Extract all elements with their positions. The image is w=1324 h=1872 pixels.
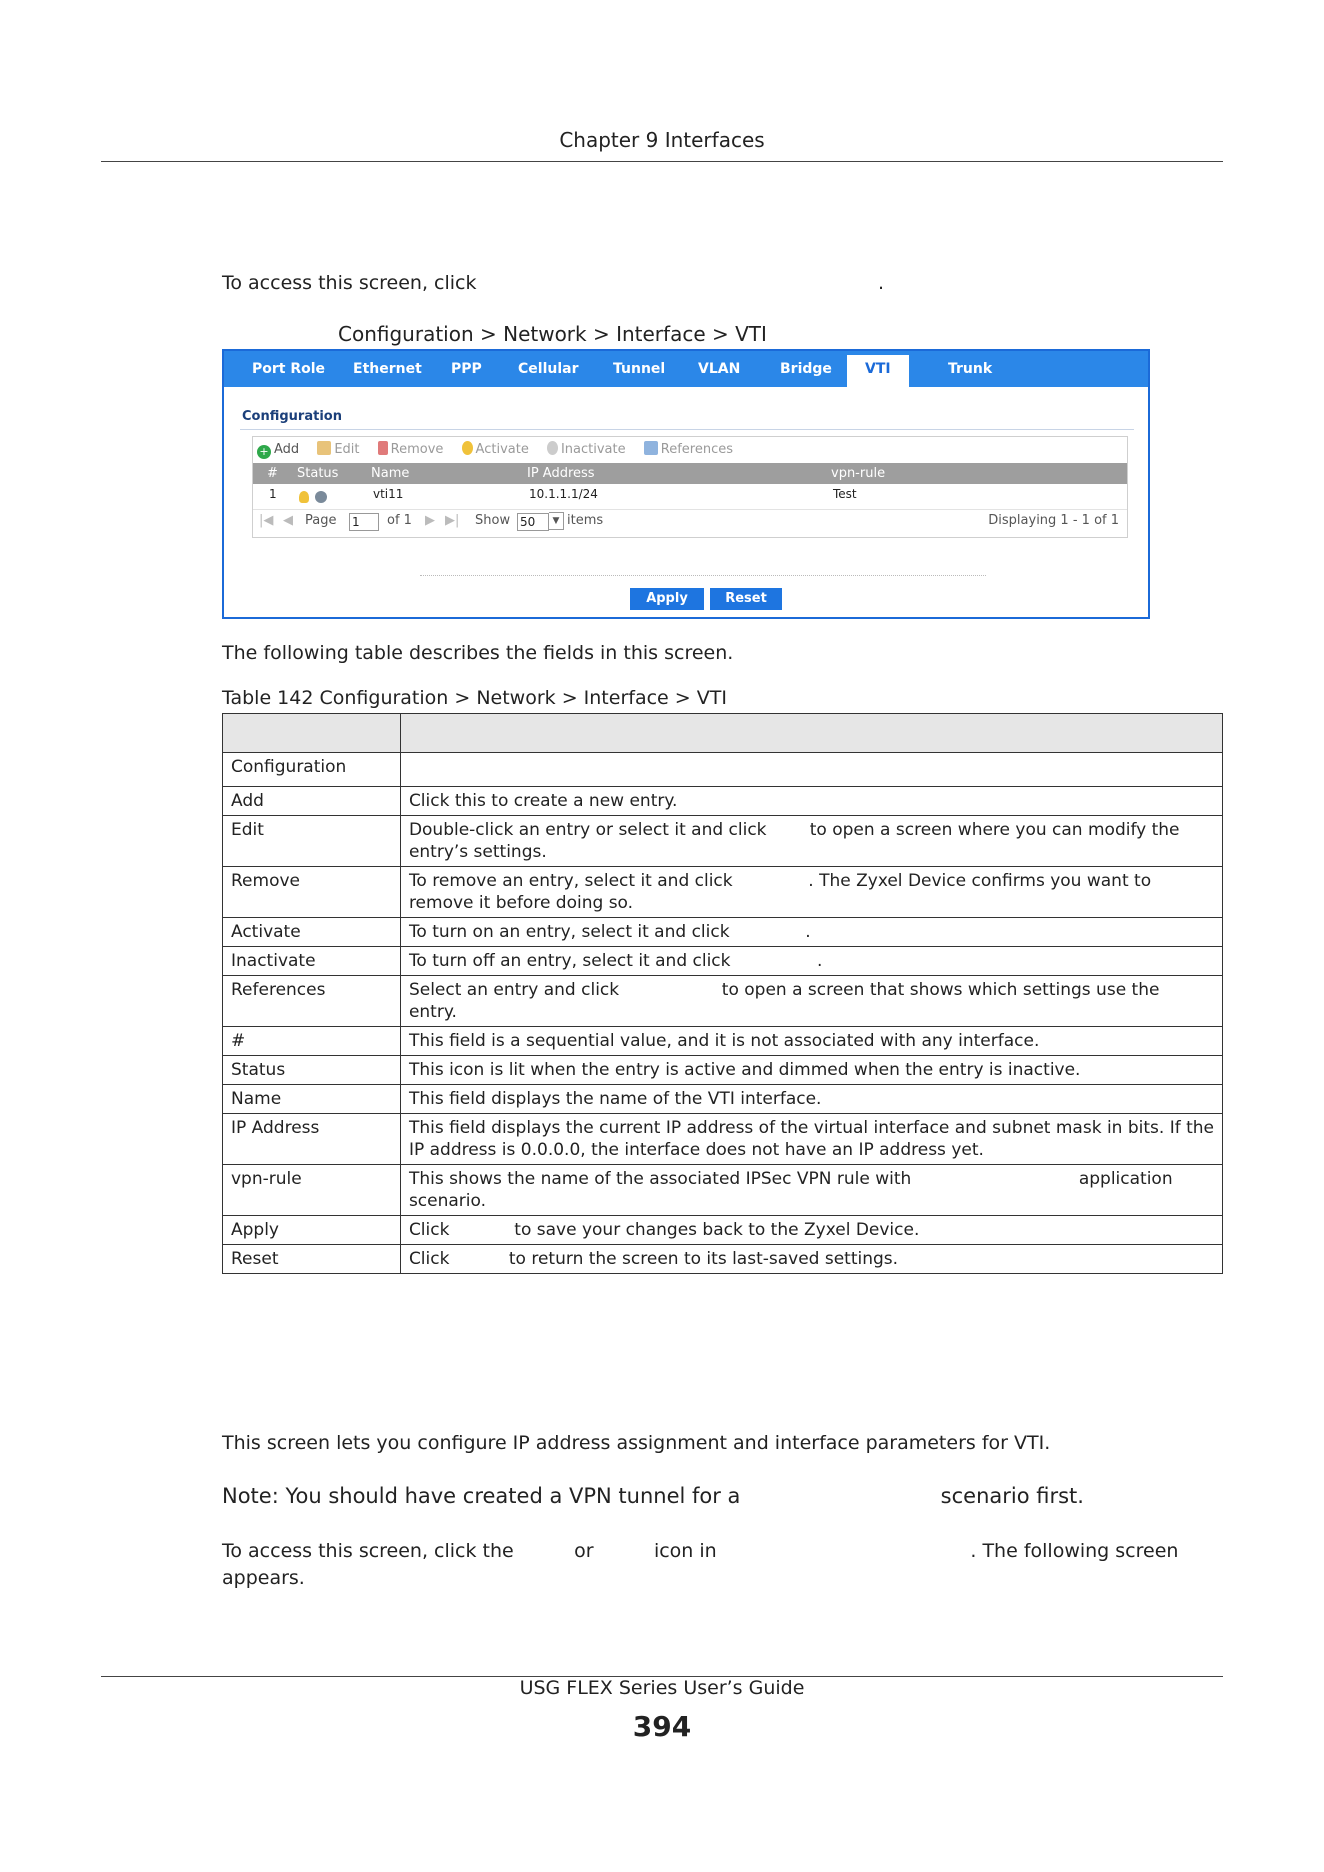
table-row [223,1085,1223,1114]
field-label: Add [223,787,401,816]
edit-icon [317,441,331,455]
vti-screenshot [222,349,1150,619]
field-description [400,1245,1222,1274]
field-label: References [223,976,401,1027]
table-row [223,1245,1223,1274]
chevron-down-icon: ▼ [549,512,564,530]
field-label: Configuration [223,753,401,787]
row-num: 1 [269,487,277,501]
references-button[interactable] [644,441,733,457]
header-divider [101,161,1223,162]
access-line-1: To access this screen, click the or icon in . The following screen [222,1540,1179,1562]
field-label: Status [223,1056,401,1085]
access-text-before: To access this screen, click [222,272,477,294]
table-row [223,976,1223,1027]
description-line: This shows the name of the associated IPSec VPN rule with application [408,1169,1173,1189]
description-line: Click this to create a new entry. [408,791,678,811]
field-label: Remove [223,867,401,918]
field-label: Apply [223,1216,401,1245]
table-header-row [223,714,1223,753]
tab-bar [224,351,1148,387]
toolbar [257,441,747,461]
description-line: To remove an entry, select it and click . The Zyxel Device confirms you want to [408,871,1152,891]
items-label: items [567,513,604,528]
description-line: This icon is lit when the entry is active and dimmed when the entry is inactive. [408,1060,1081,1080]
table-row [223,867,1223,918]
status-icons [299,489,327,510]
activate-icon [462,441,473,455]
field-description [400,1027,1222,1056]
add-button[interactable] [257,442,299,459]
tab-vlan[interactable]: VLAN [698,361,741,377]
description-line: IP address is 0.0.0.0, the interface does not have an IP address yet. [408,1140,984,1160]
description-line: entry’s settings. [408,842,547,862]
field-label: Name [223,1085,401,1114]
col-vpn-rule[interactable]: vpn-rule [831,466,886,481]
reset-button[interactable]: Reset [710,588,782,610]
header-desc-cell [400,714,1222,753]
table-row [223,918,1223,947]
field-label: Inactivate [223,947,401,976]
field-description [400,753,1222,787]
inactivate-button[interactable] [547,441,626,457]
description-line: Select an entry and click to open a screen that shows which settings use the [408,980,1160,1000]
tab-tunnel[interactable]: Tunnel [613,361,666,377]
edit-label: Edit [334,442,360,457]
vti-table-panel [252,436,1128,538]
edit-button[interactable] [317,441,359,457]
field-label: IP Address [223,1114,401,1165]
next-page-icon[interactable]: ▶ [425,513,435,528]
field-description [400,1216,1222,1245]
connected-icon [315,491,327,503]
table-row [223,787,1223,816]
activate-label: Activate [475,442,529,457]
tab-bridge[interactable]: Bridge [780,361,832,377]
field-label: vpn-rule [223,1165,401,1216]
description-line: This field displays the name of the VTI interface. [408,1089,822,1109]
items-per-page-select[interactable] [517,512,564,533]
tab-port-role[interactable]: Port Role [252,361,326,377]
remove-button[interactable] [378,441,444,457]
table-caption: Table 142 Configuration > Network > Interface > VTI [222,687,727,709]
button-divider [420,575,986,576]
add-label: Add [274,442,300,457]
description-line: remove it before doing so. [408,893,634,913]
page-number: 394 [632,1710,692,1743]
field-description [400,1165,1222,1216]
row-name: vti11 [373,487,404,501]
of-pages-label: of 1 [387,513,412,528]
section2-lead: This screen lets you configure IP address assignment and interface parameters for VTI. [222,1432,1051,1454]
note-text: Note: You should have created a VPN tunnel for a scenario first. [222,1484,1084,1508]
field-label: Edit [223,816,401,867]
table-header [253,463,1127,484]
page-input[interactable]: 1 [349,513,379,531]
description-line: This field displays the current IP address of the virtual interface and subnet mask in bits. If the [408,1118,1214,1138]
field-label: Activate [223,918,401,947]
tab-cellular[interactable]: Cellular [518,361,579,377]
add-icon: + [257,445,271,459]
table-row [223,1056,1223,1085]
field-description-table [222,713,1223,1274]
show-label: Show [475,513,511,528]
items-per-page-value: 50 [517,513,549,531]
description-line: This field is a sequential value, and it is not associated with any interface. [408,1031,1040,1051]
col-status[interactable]: Status [297,466,339,481]
access-text [222,272,477,294]
description-line: scenario. [408,1191,487,1211]
table-row [223,753,1223,787]
table-row [223,1165,1223,1216]
configuration-label: Configuration [242,409,342,424]
last-page-icon[interactable]: ▶| [445,513,460,528]
description-line: Click to return the screen to its last-saved settings. [408,1249,899,1269]
references-icon [644,441,658,455]
field-description [400,867,1222,918]
table-row [223,1114,1223,1165]
field-description [400,1056,1222,1085]
tab-ethernet[interactable]: Ethernet [353,361,422,377]
tab-vti[interactable]: VTI [847,355,909,387]
row-vpn-rule: Test [833,487,857,501]
field-description [400,1085,1222,1114]
access-text-period: . [878,272,885,294]
col-num: # [267,466,278,481]
table-row [223,816,1223,867]
remove-icon [378,441,388,455]
displaying-label: Displaying 1 - 1 of 1 [988,513,1119,528]
header-label-cell [223,714,401,753]
col-ip[interactable]: IP Address [527,466,595,481]
remove-label: Remove [390,442,444,457]
activate-button[interactable] [462,441,529,457]
chapter-title: Chapter 9 Interfaces [559,128,765,152]
description-line: To turn on an entry, select it and click . [408,922,811,942]
field-description [400,918,1222,947]
description-line: Click to save your changes back to the Zyxel Device. [408,1220,920,1240]
apply-button[interactable]: Apply [630,588,704,610]
inactivate-label: Inactivate [560,442,626,457]
field-label: # [223,1027,401,1056]
bulb-icon [299,491,309,503]
field-description [400,947,1222,976]
figure-caption: Configuration > Network > Interface > VTI [338,322,767,346]
configuration-divider [240,429,1134,430]
description-line: entry. [408,1002,457,1022]
access-line-2: appears. [222,1567,305,1589]
field-description [400,1114,1222,1165]
prev-page-icon[interactable]: ◀ [283,513,293,528]
table-row [223,1216,1223,1245]
tab-trunk[interactable]: Trunk [948,361,993,377]
table-row [223,1027,1223,1056]
table-row [223,947,1223,976]
field-description [400,816,1222,867]
guide-title: USG FLEX Series User’s Guide [519,1677,805,1699]
first-page-icon[interactable]: |◀ [259,513,274,528]
row-ip: 10.1.1.1/24 [529,487,598,501]
description-line: To turn off an entry, select it and click . [408,951,823,971]
table-row[interactable] [253,484,1127,506]
tab-ppp[interactable]: PPP [451,361,482,377]
col-name[interactable]: Name [371,466,410,481]
inactivate-icon [547,441,558,455]
references-label: References [660,442,734,457]
pager [253,509,1127,532]
description-line: Double-click an entry or select it and click to open a screen where you can modify the [408,820,1180,840]
field-description [400,976,1222,1027]
table-intro: The following table describes the fields in this screen. [222,642,734,664]
page-label: Page [305,513,337,528]
field-description [400,787,1222,816]
field-label: Reset [223,1245,401,1274]
